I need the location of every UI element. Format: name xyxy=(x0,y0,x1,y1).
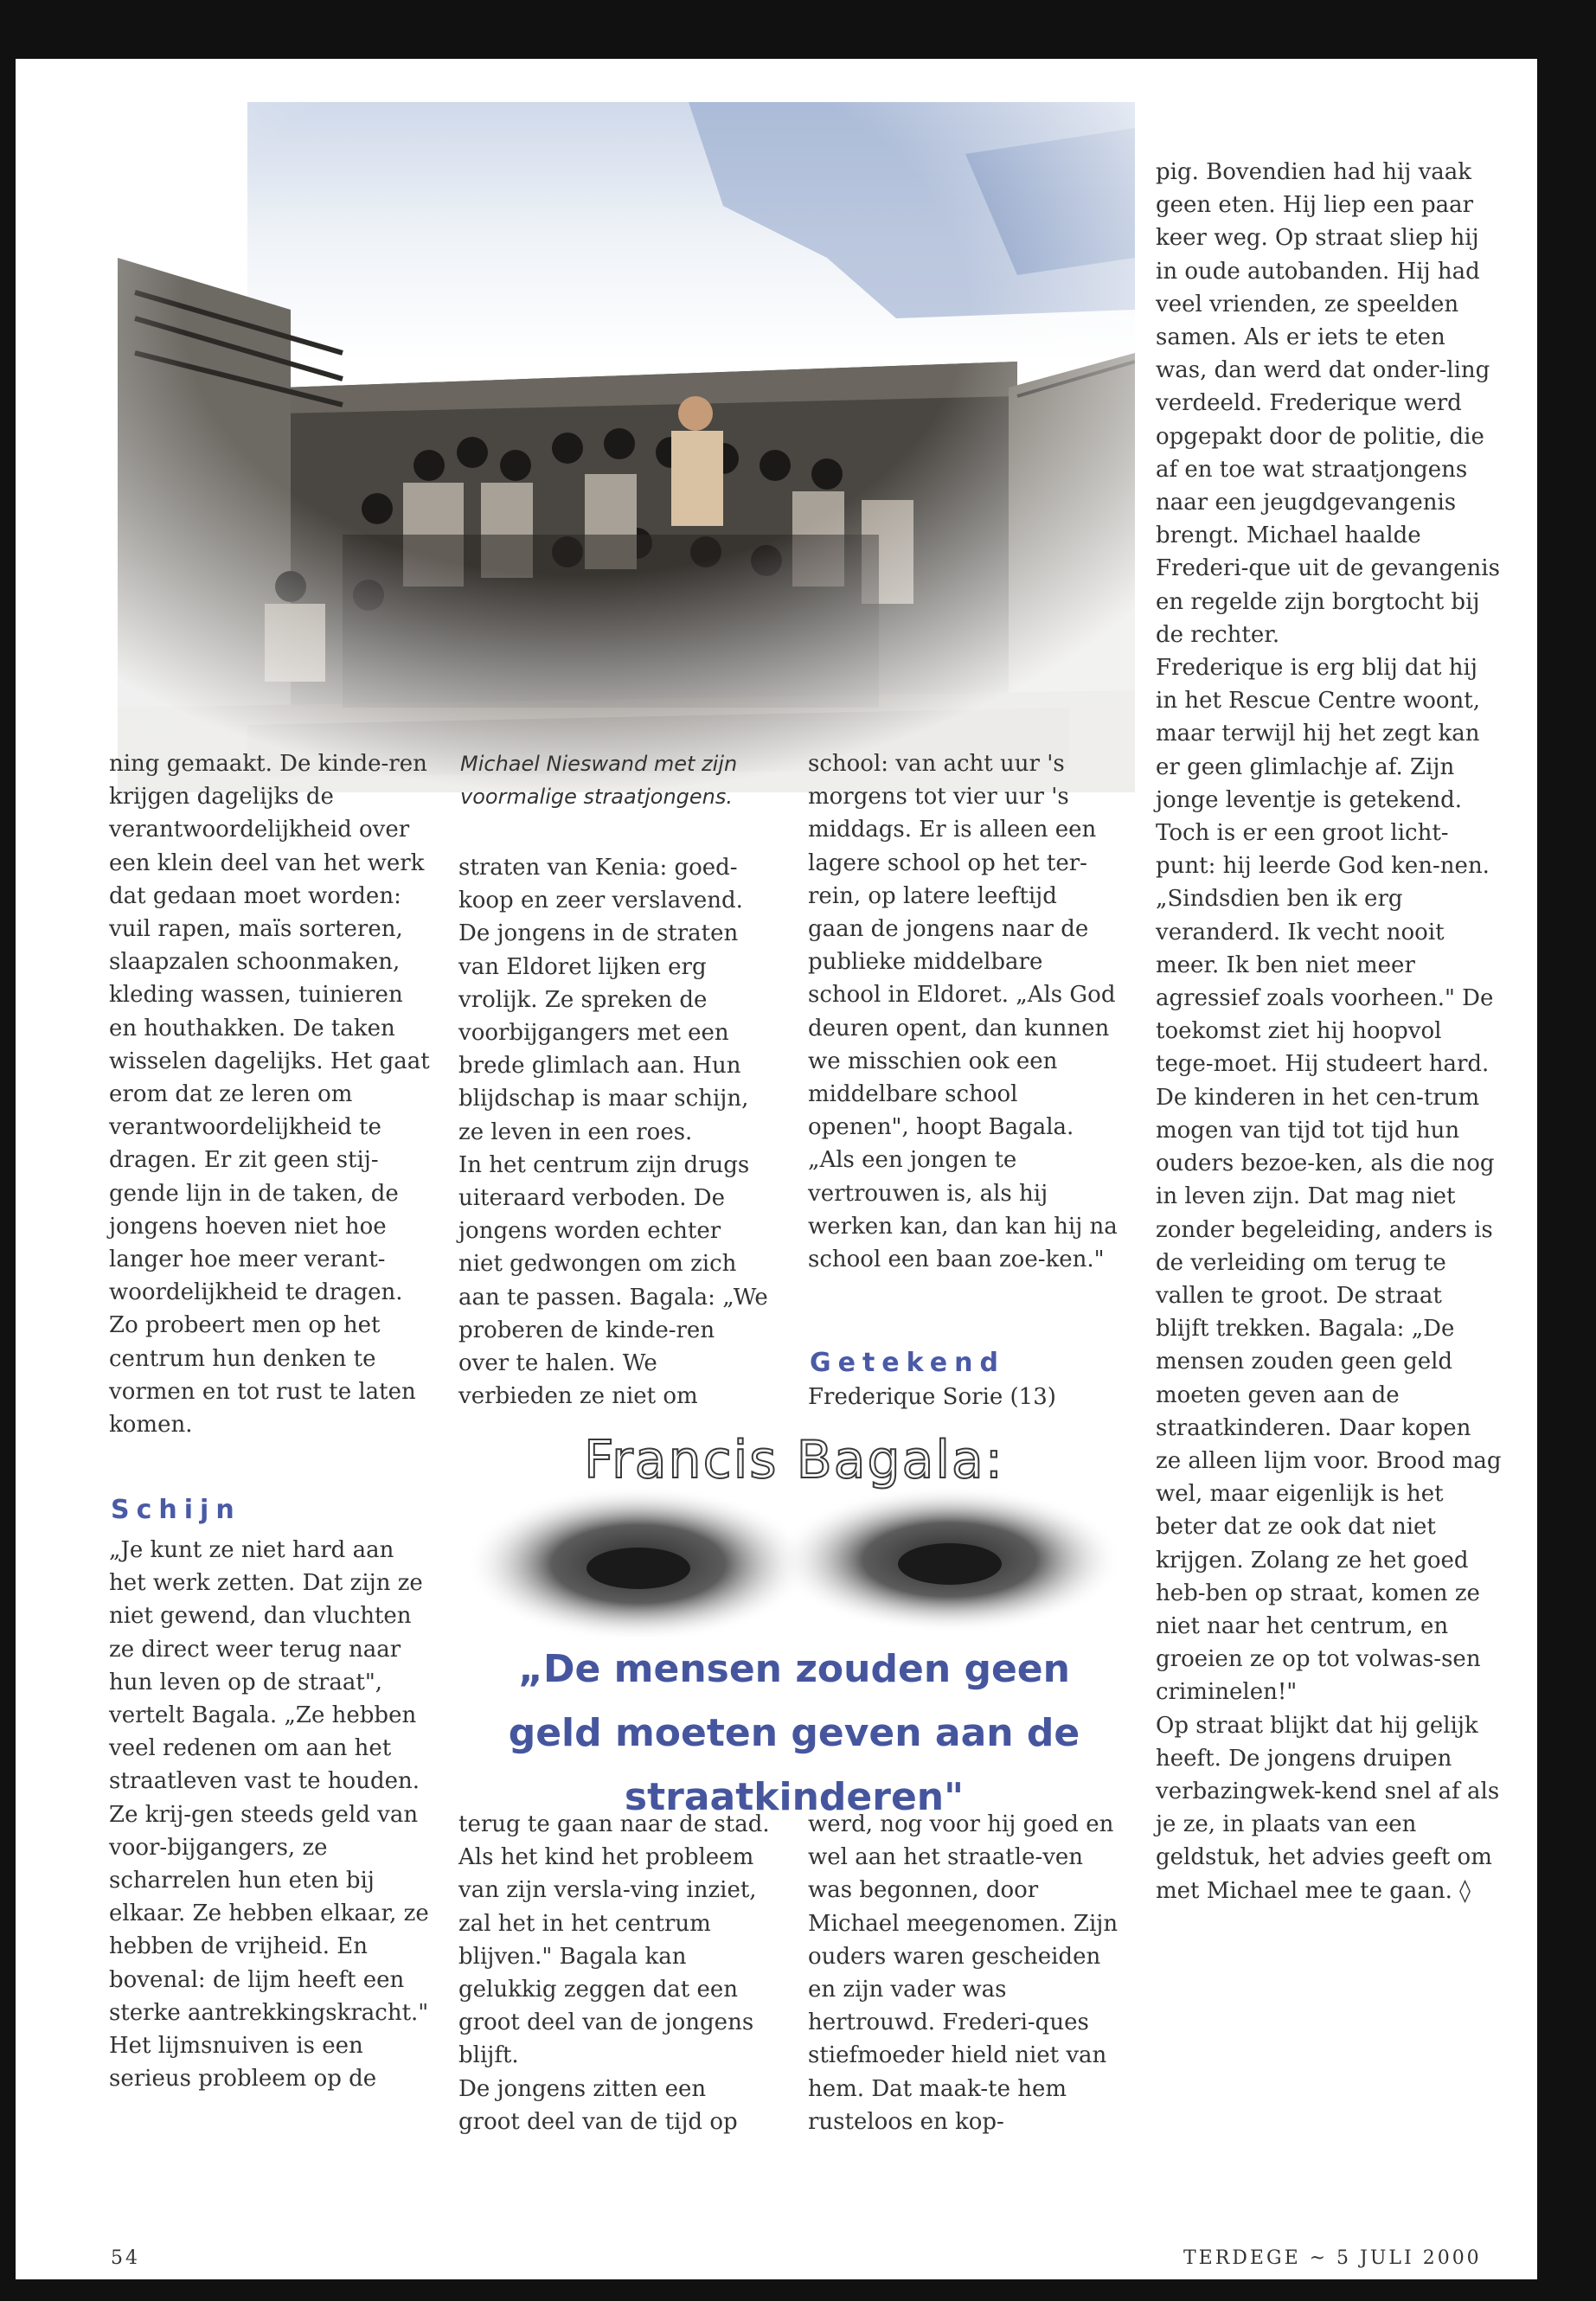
group-photo-illustration xyxy=(118,102,1135,792)
pull-quote-text: „De mensen zouden geen geld moeten geven aan de straatkinderen" xyxy=(508,1647,1080,1819)
column-4-paragraph-2: Frederique is erg blij dat hij in het Rescue Centre woont, maar terwijl hij het zegt kan er geen glimlachje af. Zijn jonge leventje is getekend. Toch is er een groot licht-punt: hij leerde God ken-nen. „Sindsdien ben ik erg veranderd. Ik vecht nooit meer. Ik ben niet meer agressief zoals voorheen." De toekomst ziet hij hoopvol tege-moet. Hij studeert hard. De kinderen in het cen-trum mogen van tijd tot tijd hun ouders bezoe-ken, als die nog in leven zijn. Dat mag niet zonder begeleiding, anders is de verleiding om terug te vallen te groot. De straat blijft trekken. Bagala: „De mensen zouden geen geld moeten geven aan de straatkinderen. Daar kopen ze alleen lijm voor. Brood mag wel, maar eigenlijk is het beter dat ze ook dat niet krijgen. Zolang ze het goed heb-ben op straat, komen ze niet naar het centrum, en groeien ze op tot volwas-sen criminelen!" xyxy=(1156,655,1502,1706)
scan-border-bottom xyxy=(0,2279,1596,2301)
column-2-paragraph-3: terug te gaan naar de stad. Als het kind het probleem van zijn versla-ving inziet, zal het in het centrum blijven." Bagala kan gelukkig zeggen dat een groot deel van de jongens blijft. xyxy=(458,1811,770,2069)
column-3-paragraph-1: school: van acht uur 's morgens tot vier uur 's middags. Er is alleen een lagere school op het ter-rein, op latere leeftijd gaan de jongens naar de publieke middelbare school in Eldoret. „Als God deuren opent, dan kunnen we misschien ook een middelbare school openen", hoopt Bagala. „Als een jongen te vertrouwen is, als hij werken kan, dan kan hij na school een baan zoe-ken." xyxy=(808,751,1118,1273)
section-heading-schijn: Schijn xyxy=(111,1495,241,1525)
column-1-paragraph-3: Het lijmsnuiven is een serieus probleem op de xyxy=(109,2033,377,2093)
column-2-paragraph-4: De jongens zitten een groot deel van de tijd op xyxy=(458,2075,738,2135)
column-3-paragraph-2: werd, nog voor hij goed en wel aan het straatle-ven was begonnen, door Michael meegenomen. Zijn ouders waren gescheiden en zijn vader was hertrouwd. Frederi-ques stiefmoeder hield niet van hem. Dat maak-te hem rusteloos en kop- xyxy=(808,1811,1118,2135)
column-4-paragraph-3: Op straat blijkt dat hij gelijk heeft. De jongens druipen verbazingwek-kend snel af als je ze, in plaats van een geldstuk, het advies geeft om met Michael mee te gaan. ◊ xyxy=(1156,1712,1500,1904)
column-4 xyxy=(1156,156,1502,1907)
pull-quote-speaker: Francis Bagala: xyxy=(583,1430,1005,1490)
column-2-paragraph-2: In het centrum zijn drugs uiteraard verboden. De jongens worden echter niet gedwongen om zich aan te passen. Bagala: „We proberen de kinde-ren over te halen. We verbieden ze niet om xyxy=(458,1151,768,1410)
column-2-bottom xyxy=(458,1808,770,2138)
photo-caption-line-2: voormalige straatjongens. xyxy=(460,785,733,809)
eyes-illustration xyxy=(465,1482,1123,1638)
column-1-paragraph-2: „Je kunt ze niet hard aan het werk zetten. Dat zijn ze niet gewend, dan vluchten ze direct weer terug naar hun leven op de straat", vertelt Bagala. „Ze hebben veel redenen om aan het straatleven vast te houden. Ze krij-gen steeds geld van voor-bijgangers, ze scharrelen hun eten bij elkaar. Ze hebben elkaar, ze hebben de vrijheid. En bovenal: de lijm heeft een sterke aantrekkingskracht." xyxy=(109,1537,429,2026)
getekend-subheading: Frederique Sorie (13) xyxy=(808,1384,1056,1410)
column-1-top xyxy=(109,747,438,1441)
column-3-bottom xyxy=(808,1808,1119,2138)
column-1-bottom xyxy=(109,1534,438,2095)
photo-caption xyxy=(460,747,754,813)
column-1-paragraph-1: ning gemaakt. De kinde-ren krijgen dagelijks de verantwoordelijkheid over een klein deel van het werk dat gedaan moet worden: vuil rapen, maïs sorteren, slaapzalen schoonmaken, kleding wassen, tuinieren en houthakken. De taken wisselen dagelijks. Het gaat erom dat ze leren om verantwoordelijkheid te dragen. Er zit geen stij-gende lijn in de taken, de jongens hoeven niet hoe langer hoe meer verant-woordelijkheid te dragen. Zo probeert men op het centrum hun denken te vormen en tot rust te laten komen. xyxy=(109,751,430,1439)
pull-quote xyxy=(465,1430,1123,1836)
section-heading-getekend: Getekend xyxy=(810,1348,1005,1378)
column-2-paragraph-1: straten van Kenia: goed-koop en zeer verslavend. De jongens in de straten van Eldoret lijken erg vrolijk. Ze spreken de voorbijgangers met een brede glimlach aan. Hun blijdschap is maar schijn, ze leven in een roes. xyxy=(458,855,749,1145)
column-4-paragraph-1: pig. Bovendien had hij vaak geen eten. Hij liep een paar keer weg. Op straat sliep hij in oude autobanden. Hij had veel vrienden, ze speelden samen. Als er iets te eten was, dan werd dat onder-ling verdeeld. Frederique werd opgepakt door de politie, die af en toe wat straatjongens naar een jeugdgevangenis brengt. Michael haalde Frederi-que uit de gevangenis en regelde zijn borgtocht bij de rechter. xyxy=(1156,159,1500,648)
photo-caption-line-1: Michael Nieswand met zijn xyxy=(460,752,738,776)
magazine-page xyxy=(16,59,1537,2279)
scan-border-right xyxy=(1537,59,1596,2301)
publication-footer: TERDEGE ~ 5 JULI 2000 xyxy=(1183,2247,1482,2269)
column-3-subheading xyxy=(808,1381,1119,1413)
group-photo xyxy=(118,102,1135,792)
column-2-top xyxy=(458,851,770,1413)
column-3-top xyxy=(808,747,1119,1276)
page-number: 54 xyxy=(111,2247,140,2269)
